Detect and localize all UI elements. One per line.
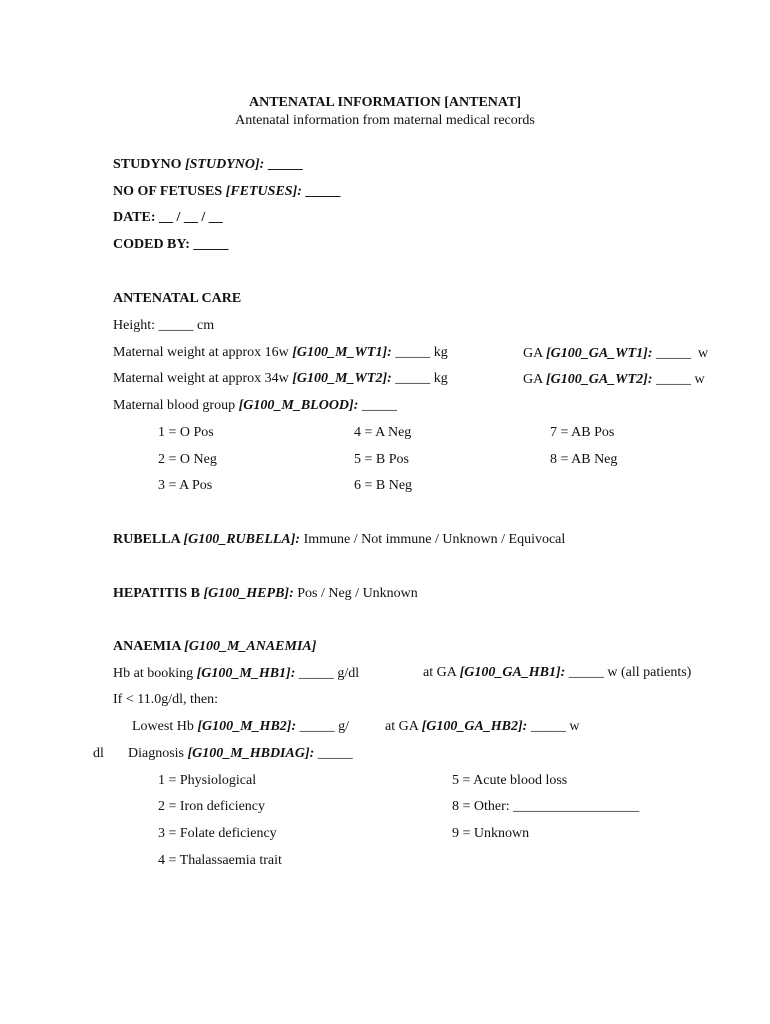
dl-unit-text: dl — [93, 746, 104, 761]
form-subtitle: Antenatal information from maternal medical records — [235, 113, 535, 128]
diagnosis-option: 4 = Thalassaemia trait — [158, 853, 282, 868]
hepatitis-b-field[interactable]: HEPATITIS B [G100_HEPB]: Pos / Neg / Unknown — [113, 586, 418, 601]
height-field[interactable]: Height: _____ cm — [113, 318, 215, 333]
diagnosis-option: 3 = Folate deficiency — [158, 826, 277, 841]
lowest-hb-field[interactable]: Lowest Hb [G100_M_HB2]: _____ g/ — [132, 719, 349, 734]
rubella-field[interactable]: RUBELLA [G100_RUBELLA]: Immune / Not immune / Unknown / Equivocal — [113, 532, 566, 547]
blood-option: 4 = A Neg — [354, 425, 412, 440]
blood-option: 5 = B Pos — [354, 452, 409, 467]
diagnosis-option: 1 = Physiological — [158, 773, 257, 788]
if-low-hb-text: If < 11.0g/dl, then: — [113, 692, 218, 707]
blood-option: 2 = O Neg — [158, 452, 217, 467]
blood-option: 7 = AB Pos — [550, 425, 615, 440]
date-field[interactable]: DATE: __ / __ / __ — [113, 210, 223, 225]
anaemia-heading: ANAEMIA [G100_M_ANAEMIA] — [113, 639, 317, 654]
studyno-field[interactable]: STUDYNO [STUDYNO]: _____ — [113, 157, 303, 172]
diagnosis-option: 5 = Acute blood loss — [452, 773, 568, 788]
diagnosis-field[interactable]: Diagnosis [G100_M_HBDIAG]: _____ — [128, 746, 353, 761]
maternal-weight-16w-field[interactable]: Maternal weight at approx 16w [G100_M_WT1]: _____ kg — [113, 345, 448, 360]
coded-by-field[interactable]: CODED BY: _____ — [113, 237, 229, 252]
blood-option: 1 = O Pos — [158, 425, 214, 440]
ga-hb2-field[interactable]: at GA [G100_GA_HB2]: _____ w — [385, 719, 580, 734]
diagnosis-option: 2 = Iron deficiency — [158, 799, 266, 814]
blood-group-field[interactable]: Maternal blood group [G100_M_BLOOD]: _____ — [113, 398, 397, 413]
blood-option: 3 = A Pos — [158, 478, 213, 493]
form-title: ANTENATAL INFORMATION [ANTENAT] — [249, 95, 521, 110]
maternal-weight-34w-field[interactable]: Maternal weight at approx 34w [G100_M_WT2]: _____ kg — [113, 371, 448, 386]
antenatal-care-heading: ANTENATAL CARE — [113, 291, 242, 306]
blood-option: 6 = B Neg — [354, 478, 413, 493]
fetuses-field[interactable]: NO OF FETUSES [FETUSES]: _____ — [113, 184, 341, 199]
ga-wt1-field[interactable]: GA [G100_GA_WT1]: _____ w — [523, 346, 709, 361]
diagnosis-option: 8 = Other: __________________ — [452, 799, 640, 814]
ga-hb1-field[interactable]: at GA [G100_GA_HB1]: _____ w (all patients) — [423, 665, 692, 680]
hb-booking-field[interactable]: Hb at booking [G100_M_HB1]: _____ g/dl — [113, 666, 360, 681]
blood-option: 8 = AB Neg — [550, 452, 618, 467]
ga-wt2-field[interactable]: GA [G100_GA_WT2]: _____ w — [523, 372, 705, 387]
diagnosis-option: 9 = Unknown — [452, 826, 530, 841]
